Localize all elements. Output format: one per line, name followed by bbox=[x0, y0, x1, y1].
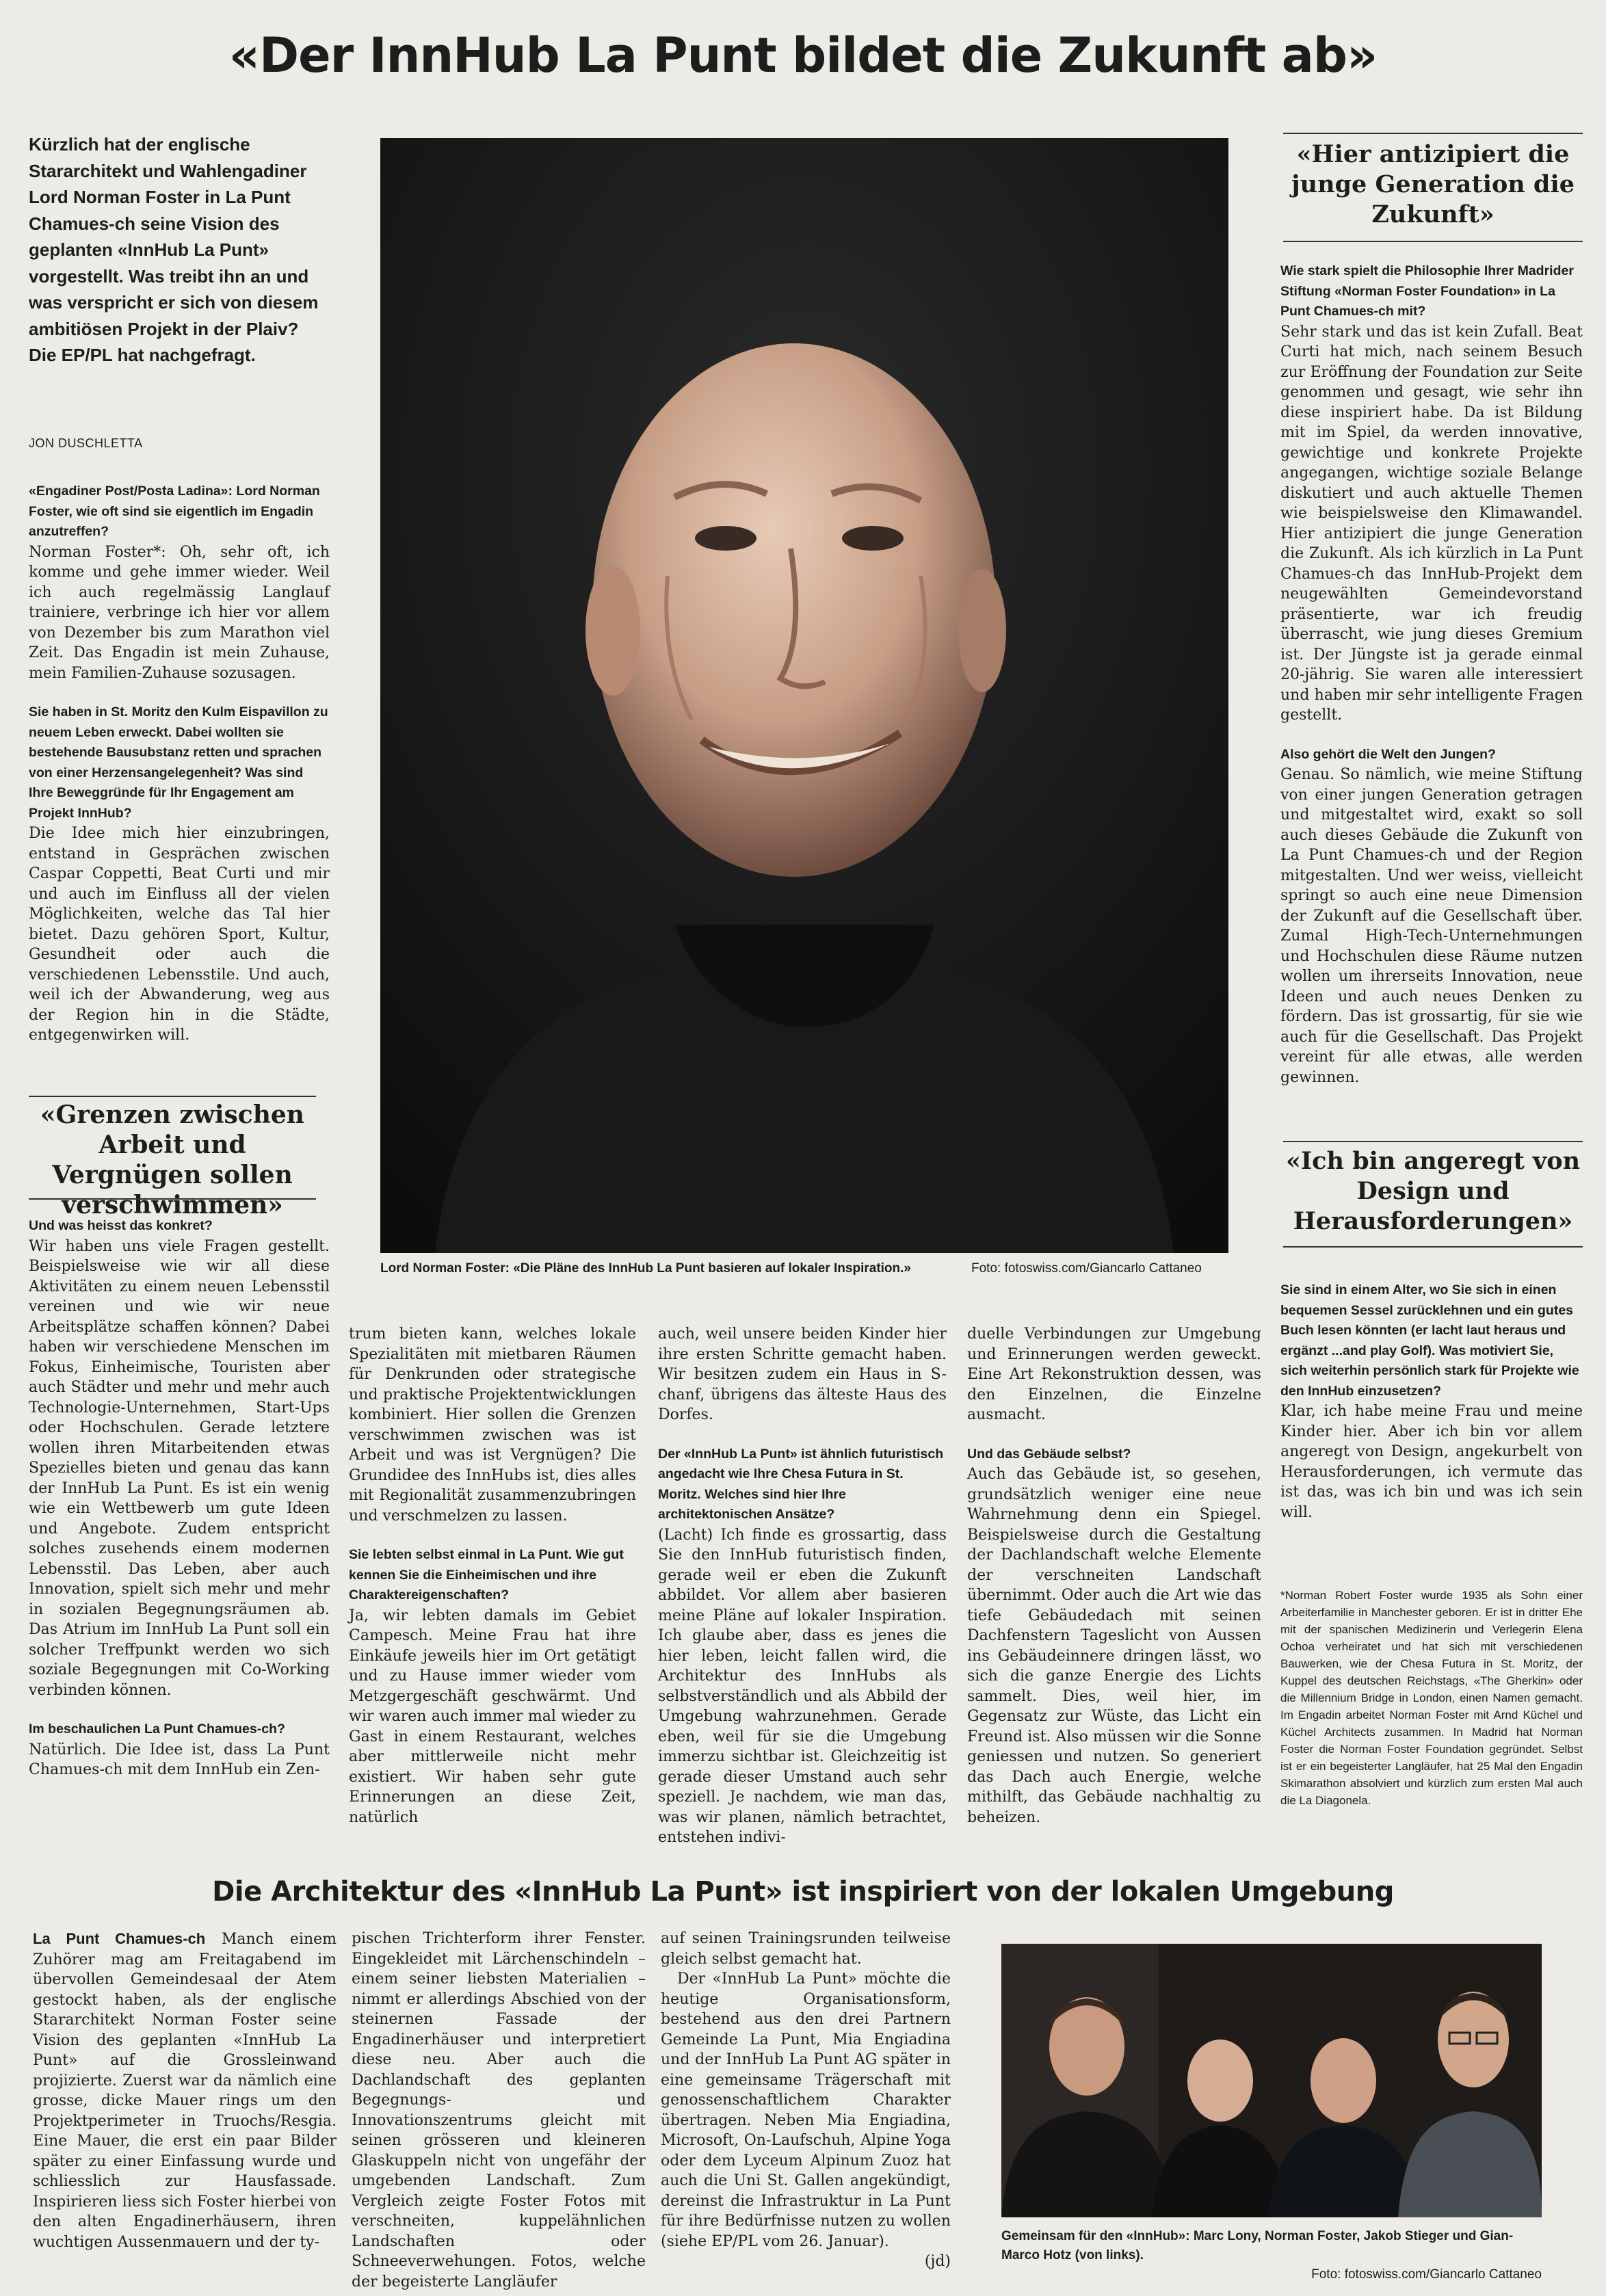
sub-article-column-1 bbox=[33, 1929, 337, 2257]
question: «Engadiner Post/Posta Ladina»: Lord Norman Foster, wie oft sind sie eigentlich im Engadin anzutreffen? bbox=[29, 484, 320, 539]
sub-article-text: Manch einem Zuhörer mag am Freitagabend im übervollen Gemeindesaal der Atem gestockt haben, als der englische Stararchitekt Norman Foster seine Vision des geplanten «InnHub La Punt» auf die Grossleinwand projizierte. Zuerst war da nämlich eine grosse, dicke Mauer rings um den Projektperimeter in Truochs/Resgia. Eine Mauer, die erst ein paar Bilder später zu einer Einfassung wurde und schliesslich zur Hausfassade. Inspirieren liess sich Foster hierbei von den alten Engadinerhäusern, ihren wuchtigen Aussenmauern und der ty- bbox=[33, 1931, 337, 2251]
pullquote-right-2: «Ich bin angeregt von Design und Herausforderungen» bbox=[1285, 1147, 1581, 1235]
interview-column-3 bbox=[658, 1324, 947, 1846]
question: Sie haben in St. Moritz den Kulm Eispavillon zu neuem Leben erweckt. Dabei wollten sie bestehende Bausubstanz retten und sprachen von einer Herzensangelegenheit? Was sind Ihre Beweggründe für Ihr Engagement am Projekt InnHub? bbox=[29, 704, 328, 821]
pullquote-right1-bottom-rule bbox=[1283, 241, 1583, 242]
photo-caption: Lord Norman Foster: «Die Pläne des InnHub La Punt basieren auf lokaler Inspiration.» bbox=[380, 1261, 911, 1276]
pullquote-right-1: «Hier antizipiert die junge Generation die Zukunft» bbox=[1291, 140, 1575, 228]
sub-article-column-2 bbox=[352, 1929, 646, 2291]
answer: trum bieten kann, welches lokale Spezialitäten mit mietbaren Räumen für Denkrunden oder strategische und praktische Projektentwicklungen kombiniert. Hier sollen die Grenzen verschwimmen zwischen was ist Arbeit und was ist Vergnügen? Die Grundidee des InnHubs ist, dies alles mit Regionalität zusammenzubringen und verschmelzen zu lassen. bbox=[349, 1325, 636, 1525]
pullquote-right2-top-rule bbox=[1283, 1141, 1583, 1142]
group-photo-illustration bbox=[1001, 1944, 1542, 2217]
interview-column-right-2 bbox=[1280, 1280, 1583, 1568]
pullquote-left-bottom-rule bbox=[29, 1198, 316, 1200]
answer: auch, weil unsere beiden Kinder hier ihre ersten Schritte gemacht haben. Wir besitzen zudem ein Haus in S-chanf, übrigens das älteste Haus des Dorfes. bbox=[658, 1325, 947, 1423]
answer: Die Idee mich hier einzubringen, entstand in Gesprächen zwischen Caspar Coppetti, Beat Curti und mir und auch im Einfluss all der vielen Möglichkeiten, welche das Tal hier bietet. Dazu gehören Sport, Kultur, Gesundheit oder auch die verschiedenen Lebensstile. Und auch, weil ich der Abwanderung, weg aus der Region hin in die Städte, entgegenwirken will. bbox=[29, 825, 330, 1044]
answer: Ja, wir lebten damals im Gebiet Campesch. Meine Frau hat ihre Einkäufe jeweils hier im Ort getätigt und zu Hause immer wieder vom Metzgergeschäft geschwärmt. Und wir waren auch immer mal wieder zu Gast in einem Restaurant, welches aber mittlerweile nicht mehr existiert. Wir haben sehr gute Erinnerungen an diese Zeit, natürlich bbox=[349, 1607, 636, 1826]
sub-article-dateline: La Punt Chamues-ch bbox=[33, 1930, 206, 1947]
answer: Klar, ich habe meine Frau und meine Kinder hier. Aber ich bin vor allem angeregt von Design, angekurbelt von Herausforderungen, ich vermute das ist das, was ich bin und was ich sein will. bbox=[1280, 1403, 1583, 1521]
portrait-illustration bbox=[380, 138, 1228, 1253]
question: Sie lebten selbst einmal in La Punt. Wie gut kennen Sie die Einheimischen und ihre Charaktereigenschaften? bbox=[349, 1547, 624, 1602]
interview-column-1-top bbox=[29, 481, 330, 1072]
sub-article-text: pischen Trichterform ihrer Fenster. Eingekleidet mit Lärchenschindeln – einem seiner liebsten Materialien – nimmt er allerdings Abschied von der steinernen Fassade der Engadinerhäuser und interpretiert diese neu. Aber auch die Dachlandschaft des geplanten Begegnungs- und Innovationszentrums gleicht mit seinen grösseren und kleineren Glaskuppeln nicht von ungefähr der umgebenden Landschaft. Zum Vergleich zeigte Foster Fotos mit verschneiten, kuppelähnlichen Landschaften oder Schneeverwehungen. Fotos, welche der begeisterte Langläufer bbox=[352, 1930, 646, 2291]
author-byline: JON DUSCHLETTA bbox=[29, 436, 143, 450]
answer: Natürlich. Die Idee ist, dass La Punt Chamues-ch mit dem InnHub ein Zen- bbox=[29, 1741, 330, 1778]
group-photo-caption: Gemeinsam für den «InnHub»: Marc Lony, Norman Foster, Jakob Stieger und Gian-Marco Hotz (von links). bbox=[1001, 2229, 1514, 2262]
interview-column-4 bbox=[967, 1324, 1261, 1830]
interview-column-right-1 bbox=[1280, 261, 1583, 1116]
pullquote-left-top-rule bbox=[29, 1096, 316, 1097]
group-photo bbox=[1001, 1944, 1542, 2217]
answer: Norman Foster*: Oh, sehr oft, ich komme und gehe immer wieder. Weil ich auch regelmässig Langlauf trainiere, verbringe ich hier vor allem von Dezember bis zum Marathon viel Zeit. Das Engadin ist mein Zuhause, mein Familien-Zuhause sozusagen. bbox=[29, 543, 330, 682]
question: Und das Gebäude selbst? bbox=[967, 1446, 1131, 1462]
pullquote-right2-bottom-rule bbox=[1283, 1246, 1583, 1248]
answer: (Lacht) Ich finde es grossartig, dass Sie den InnHub futuristisch finden, gerade weil er eben die Zukunft abbildet. Vor allem aber basieren meine Pläne auf lokaler Inspiration. Ich glaube aber, dass es jenes die hier leben, leicht fallen wird, die Architektur des InnHubs als selbstverständlich und als Abbild der Umgebung wahrzunehmen. Gerade eben, weil für sie die Umgebung immerzu sichtbar ist. Gleichzeitig ist gerade dieser Umstand auch sehr speziell. Je nachdem, wie man das, was wir planen, nämlich betrachtet, entstehen indivi- bbox=[658, 1526, 947, 1846]
headline: «Der InnHub La Punt bildet die Zukunft ab» bbox=[228, 27, 1378, 83]
sub-article-signature: (jd) bbox=[924, 2253, 951, 2270]
sub-article-text: Der «InnHub La Punt» möchte die heutige Organisationsform, bestehend aus den drei Partnern Gemeinde La Punt, Mia Engiadina und der InnHub La Punt AG später in eine gemeinsame Trägerschaft mit genossenschaftlichem Charakter übertragen. Neben Mia Engiadina, Microsoft, On-Laufschuh, Alpine Yoga oder dem Lyceum Alpinum Zuoz hat auch die Uni St. Gallen angekündigt, dereinst die Infrastruktur in La Punt für ihre Bedürfnisse nutzen zu wollen (siehe EP/PL vom 26. Januar). bbox=[661, 1970, 951, 2250]
interview-column-2 bbox=[349, 1324, 636, 1830]
question: Sie sind in einem Alter, wo Sie sich in einen bequemen Sessel zurücklehnen und ein gutes Buch lesen könnten (er lacht laut heraus und ergänzt ...and play Golf). Was motiviert Sie, sich weiterhin persönlich stark für Projekte wie den InnHub einzusetzen? bbox=[1280, 1282, 1579, 1399]
lead-paragraph: Kürzlich hat der englische Stararchitekt und Wahlengadiner Lord Norman Foster in La Punt Chamues-ch seine Vision des geplanten «InnHub La Punt» vorgestellt. Was treibt ihn an und was verspricht er sich von diesem ambitiösen Projekt in der Plaiv? Die EP/PL hat nachgefragt. bbox=[29, 134, 319, 365]
pullquote-right1-top-rule bbox=[1283, 133, 1583, 134]
pullquote-left: «Grenzen zwischen Arbeit und Vergnügen sollen verschwimmen» bbox=[40, 1100, 304, 1219]
answer: Auch das Gebäude ist, so gesehen, grundsätzlich weniger eine neue Wahrnehmung denn ein Spiegel. Beispielsweise durch die Gestaltung der Dachlandschaft welche Elemente der verschneiten Landschaft übernimmt. Oder auch die Art wie das tiefe Gebäudedach mit seinen Dachfenstern Tageslicht von Aussen ins Gebäudeinnere dringen lässt, wo sich die ganze Energie des Lichts sammelt. Dies, weil hier, im Gegensatz zur Wüste, das Licht ein Freund ist. Also müssen wir die Sonne geniessen und nutzen. So generiert das Dach auch Energie, welche mithilft, das Gebäude nachhaltig zu beheizen. bbox=[967, 1466, 1261, 1826]
question: Also gehört die Welt den Jungen? bbox=[1280, 746, 1496, 762]
sub-headline: Die Architektur des «InnHub La Punt» ist inspiriert von der lokalen Umgebung bbox=[212, 1876, 1394, 1908]
question: Und was heisst das konkret? bbox=[29, 1218, 213, 1233]
answer: duelle Verbindungen zur Umgebung und Erinnerungen werden geweckt. Eine Art Rekonstruktion dessen, was den Einzelnen, die Einzelne ausmacht. bbox=[967, 1325, 1261, 1423]
interview-column-1-bottom bbox=[29, 1216, 330, 1907]
question: Der «InnHub La Punt» ist ähnlich futuristisch angedacht wie Ihre Chesa Futura in St. Moritz. Welches sind hier Ihre architektonischen Ansätze? bbox=[658, 1446, 944, 1522]
group-photo-credit: Foto: fotoswiss.com/Giancarlo Cattaneo bbox=[1311, 2267, 1542, 2282]
answer: Wir haben uns viele Fragen gestellt. Beispielsweise wie wir all diese Aktivitäten zu einem neuen Lebensstil vereinen und wie wir neue Arbeitsplätze schaffen können? Dabei haben wir verschiedene Menschen im Fokus, Einheimische, Touristen aber auch Städter und mehr und mehr auch Technologie-Unternehmen, Start-Ups oder Hochschulen. Gerade letztere wollen ihren Mitarbeitenden etwas Spezielles bieten und genau das kann der InnHub La Punt. Es ist ein wenig wie ein Wettbewerb um gute Ideen und Angebote. Zudem entspricht solches zusehends einem modernen Lebensstil. Das Leben, aber auch Innovation, spielt sich mehr und mehr in sozialen Begegnungsräumen ab. Das Atrium im InnHub La Punt soll ein solcher Treffpunkt werden wo sich soziale Begegnungen mit Co-Working verbinden können. bbox=[29, 1237, 330, 1699]
answer: Sehr stark und das ist kein Zufall. Beat Curti hat mich, nach seinem Besuch zur Eröffnung der Foundation zur Seite genommen und gesagt, wie sehr ihn diese inspiriert habe. Da ist Bildung mit im Spiel, da werden innovative, gewichtige und konkrete Projekte angegangen, wichtige soziale Belange diskutiert und auch aktuelle Themen wie beispielsweise den Klimawandel. Hier antizipiert die junge Generation die Zukunft. Als ich kürzlich in La Punt Chamues-ch das InnHub-Projekt dem neugewählten Gemeindevorstand präsentierte, war ich freudig überrascht, wie jung dieses Gremium ist. Der Jüngste ist ja gerade einmal 20-jährig. Sie waren alle interessiert und haben mir sehr intelligente Fragen gestellt. bbox=[1280, 323, 1583, 724]
sub-article-text: auf seinen Trainingsrunden teilweise gleich selbst gemacht hat. bbox=[661, 1930, 951, 1968]
answer: Genau. So nämlich, wie meine Stiftung von einer jungen Generation getragen und mitgestaltet wird, exakt so soll auch dieses Gebäude die Zukunft von La Punt Chamues-ch und der Region mitgestalten. Und wer weiss, vielleicht springt so auch eine neue Dimension der Zukunft auf die Gesellschaft über. Zumal High-Tech-Unternehmungen und Hochschulen diese Räume nutzen wollen um ihrerseits Innovation, neue Ideen und auch neues Denken zu fördern. Das ist grossartig, für sie wie auch für die Gesellschaft. Das Projekt vereint für alle etwas, alle werden gewinnen. bbox=[1280, 766, 1583, 1086]
portrait-photo-norman-foster bbox=[380, 138, 1228, 1253]
question: Wie stark spielt die Philosophie Ihrer Madrider Stiftung «Norman Foster Foundation» in La Punt Chamues-ch mit? bbox=[1280, 263, 1574, 319]
question: Im beschaulichen La Punt Chamues-ch? bbox=[29, 1721, 285, 1737]
sub-article-column-3 bbox=[661, 1929, 951, 2270]
bio-note: *Norman Robert Foster wurde 1935 als Sohn einer Arbeiterfamilie in Manchester geboren. Er ist in dritter Ehe mit der spanischen Medizinerin und Verlegerin Elena Ochoa verheiratet und hat sich mit verschiedenen Bauwerken, wie der Chesa Futura in St. Moritz, der Kuppel des deutschen Reichstags, «The Gherkin» oder die Millennium Bridge in London, einen Namen gemacht. Im Engadin arbeitet Norman Foster mit Arnd Küchel und Küchel Architects zusammen. In Madrid hat Norman Foster die Norman Foster Foundation gegründet. Selbst ist er ein begeisterter Langläufer, hat 25 Mal den Engadin Skimarathon absolviert und kürzlich zum ersten Mal auch die La Diagonela. bbox=[1280, 1589, 1583, 1807]
photo-credit: Foto: fotoswiss.com/Giancarlo Cattaneo bbox=[971, 1261, 1202, 1276]
